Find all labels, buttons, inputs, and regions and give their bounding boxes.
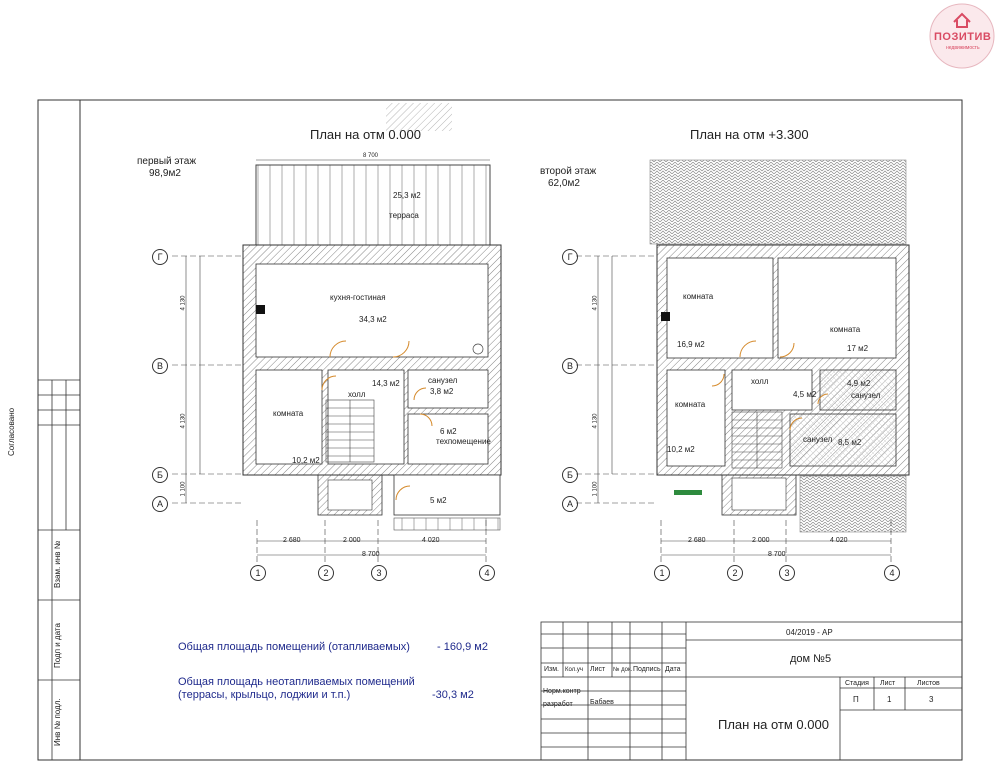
kitchen-name: кухня-гостиная [330, 293, 386, 302]
dim-bottom-first-1: 2 680 [283, 537, 301, 544]
axis-bubble-row: Г [562, 249, 578, 265]
tb-header-kolvo: Кол.уч [565, 667, 583, 673]
dim-side-second-3: 1 100 [592, 481, 599, 497]
room2b-area: 17 м2 [847, 344, 869, 353]
stamp-inv-zam: Взам. инв № [53, 540, 62, 588]
dim-bottom-first-3: 4 020 [422, 537, 440, 544]
dim-top-first: 8 700 [363, 153, 379, 159]
bath2a-area: 4,9 м2 [847, 379, 871, 388]
room1-name: комната [273, 409, 304, 418]
dim-bottom-first-2: 2 000 [343, 537, 361, 544]
axis-bubble-row: Б [562, 467, 578, 483]
stamp-inv-orig: Инв № подл. [53, 698, 62, 746]
logo-tagline: недвижимость [946, 45, 980, 51]
second-floor-name: второй этаж [540, 166, 597, 177]
axis-bubble-row: В [562, 358, 578, 374]
porch-area: 5 м2 [430, 496, 447, 505]
axis-bubble-col: 1 [250, 565, 266, 581]
tb-header-list: Лист [590, 666, 606, 673]
tb-header-sign: Подпись [633, 666, 661, 673]
second-floor-area: 62,0м2 [548, 178, 580, 189]
hall1-name: холл [348, 390, 366, 399]
dim-bottom-second-2: 2 000 [752, 537, 770, 544]
first-floor-area: 98,9м2 [149, 168, 181, 179]
stamp-agreed: Согласовано [7, 407, 16, 456]
bath1-area: 3,8 м2 [430, 387, 454, 396]
dim-side-first-2: 4 130 [180, 413, 187, 429]
unheated-area-label-1: Общая площадь неотапливаемых помещений [178, 676, 415, 688]
bath2b-area: 8,5 м2 [838, 438, 862, 447]
kitchen-area: 34,3 м2 [359, 315, 387, 324]
unheated-area-label-2: (террасы, крыльцо, лоджии и т.п.) [178, 689, 351, 701]
tb-dev-name: Бабаев [590, 699, 614, 706]
dim-total-second: 8 700 [768, 551, 786, 558]
room1-area: 10,2 м2 [292, 456, 320, 465]
hall1-area: 14,3 м2 [372, 379, 400, 388]
axis-bubble-row: Б [152, 467, 168, 483]
room2a-name: комната [683, 292, 714, 301]
tb-sheet: 1 [887, 695, 892, 704]
axis-bubble-row: Г [152, 249, 168, 265]
tb-sheets: 3 [929, 695, 934, 704]
tb-header-doc: № док. [613, 667, 633, 673]
tb-stage-label: Стадия [845, 680, 869, 687]
dim-side-second-1: 4 130 [592, 295, 599, 311]
room2a-area: 16,9 м2 [677, 340, 705, 349]
tech-name: техпомещение [436, 437, 491, 446]
bath1-name: санузел [428, 376, 458, 385]
title-block-grid [541, 622, 962, 760]
bath2a-name: санузел [851, 391, 881, 400]
first-plan-title: План на отм 0.000 [310, 127, 421, 142]
axis-bubble-col: 2 [727, 565, 743, 581]
dim-total-first: 8 700 [362, 551, 380, 558]
dim-side-first-3: 1 100 [180, 481, 187, 497]
axis-bubble-row: А [562, 496, 578, 512]
axis-bubble-col: 3 [779, 565, 795, 581]
axis-bubble-row: А [152, 496, 168, 512]
dim-side-first-1: 4 130 [180, 295, 187, 311]
tb-sheets-label: Листов [917, 680, 940, 687]
room2b-name: комната [830, 325, 861, 334]
axis-bubble-col: 2 [318, 565, 334, 581]
axis-bubble-col: 4 [884, 565, 900, 581]
tb-sheet-title: План на отм 0.000 [718, 717, 829, 732]
project-name: дом №5 [790, 653, 832, 665]
room2c-name: комната [675, 400, 706, 409]
unheated-area-value: -30,3 м2 [432, 689, 474, 701]
second-plan-title: План на отм +3.300 [690, 127, 809, 142]
dim-side-second-2: 4 130 [592, 413, 599, 429]
axis-bubble-row: В [152, 358, 168, 374]
tb-sheet-label: Лист [880, 680, 896, 687]
first-floor-name: первый этаж [137, 156, 197, 167]
axis-bubble-col: 4 [479, 565, 495, 581]
room2c-area: 10,2 м2 [667, 445, 695, 454]
tb-dev-label: разработ [543, 701, 573, 708]
heated-area-label: Общая площадь помещений (отапливаемых) [178, 641, 410, 653]
dim-bottom-second-3: 4 020 [830, 537, 848, 544]
tb-norm: Норм.контр [543, 688, 581, 695]
terrace-name: терраса [389, 211, 419, 220]
tech-area: 6 м2 [440, 427, 457, 436]
terrace-area: 25,3 м2 [393, 191, 421, 200]
tb-stage: П [853, 695, 859, 704]
stamp-sign-date: Подп и дата [53, 623, 62, 668]
bath2b-name: санузел [803, 435, 833, 444]
tb-header-date: Дата [665, 666, 681, 673]
logo-text: ПОЗИТИВ [934, 31, 992, 43]
axis-bubble-col: 3 [371, 565, 387, 581]
first-floor-plan [243, 165, 501, 530]
hall2-area: 4,5 м2 [793, 390, 817, 399]
axis-bubble-col: 1 [654, 565, 670, 581]
heated-area-value: - 160,9 м2 [437, 641, 488, 653]
tb-header-izm: Изм. [544, 666, 559, 673]
doc-code: 04/2019 - АР [786, 628, 833, 637]
dim-bottom-second-1: 2 680 [688, 537, 706, 544]
hall2-name: холл [751, 377, 769, 386]
